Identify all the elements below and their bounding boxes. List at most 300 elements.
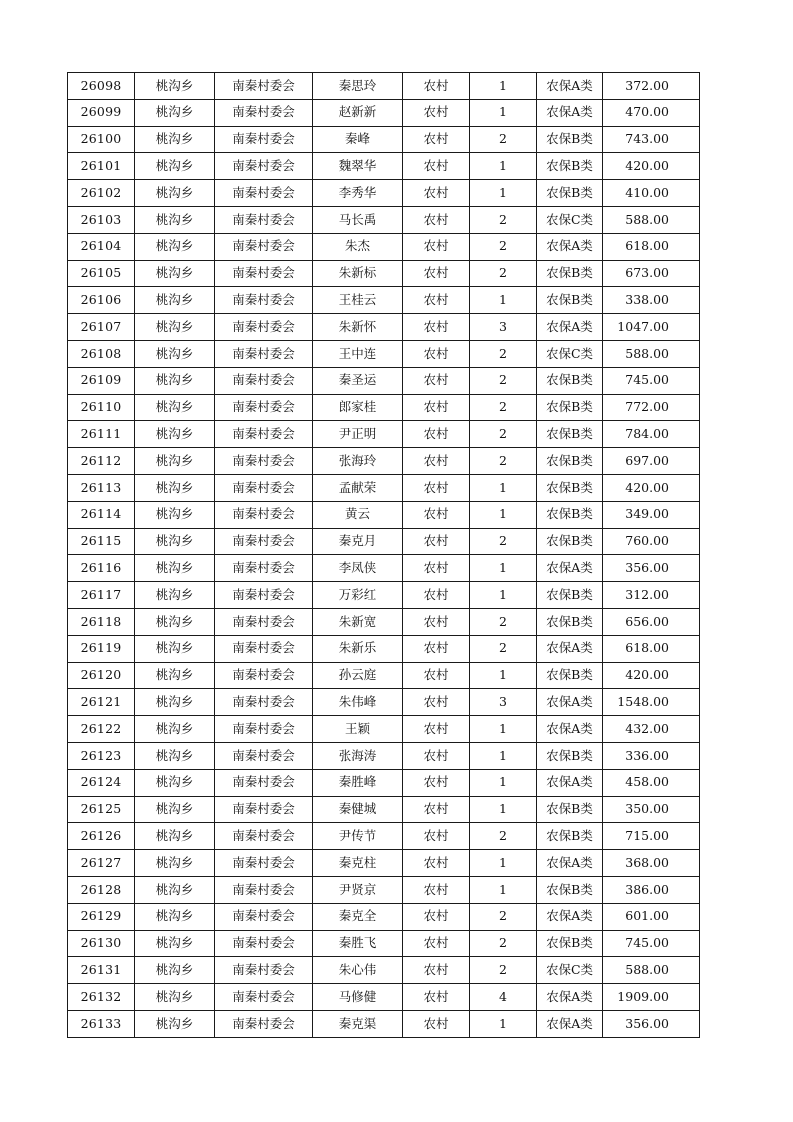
amount-cell: 588.00 xyxy=(603,206,700,233)
record-id-cell: 26105 xyxy=(68,260,135,287)
area-type-cell: 农村 xyxy=(403,528,470,555)
table-row xyxy=(68,957,700,984)
insurance-category-cell: 农保A类 xyxy=(537,689,603,716)
person-name-cell: 秦思玲 xyxy=(313,73,403,100)
household-size-cell: 1 xyxy=(470,876,537,903)
township-cell: 桃沟乡 xyxy=(135,984,215,1011)
village-committee-cell: 南秦村委会 xyxy=(215,1010,313,1037)
township-cell: 桃沟乡 xyxy=(135,394,215,421)
record-id-cell: 26132 xyxy=(68,984,135,1011)
insurance-category-cell: 农保A类 xyxy=(537,233,603,260)
household-size-cell: 2 xyxy=(470,260,537,287)
village-committee-cell: 南秦村委会 xyxy=(215,474,313,501)
table-row xyxy=(68,769,700,796)
amount-cell: 743.00 xyxy=(603,126,700,153)
amount-cell: 470.00 xyxy=(603,99,700,126)
table-row xyxy=(68,1010,700,1037)
record-id-cell: 26111 xyxy=(68,421,135,448)
insurance-category-cell: 农保A类 xyxy=(537,314,603,341)
village-committee-cell: 南秦村委会 xyxy=(215,662,313,689)
record-id-cell: 26101 xyxy=(68,153,135,180)
household-size-cell: 2 xyxy=(470,126,537,153)
person-name-cell: 秦圣运 xyxy=(313,367,403,394)
amount-cell: 1047.00 xyxy=(603,314,700,341)
insurance-category-cell: 农保A类 xyxy=(537,73,603,100)
table-row xyxy=(68,260,700,287)
record-id-cell: 26102 xyxy=(68,180,135,207)
table-row xyxy=(68,206,700,233)
record-id-cell: 26108 xyxy=(68,340,135,367)
township-cell: 桃沟乡 xyxy=(135,501,215,528)
person-name-cell: 朱伟峰 xyxy=(313,689,403,716)
record-id-cell: 26099 xyxy=(68,99,135,126)
amount-cell: 588.00 xyxy=(603,340,700,367)
insurance-category-cell: 农保B类 xyxy=(537,528,603,555)
record-id-cell: 26126 xyxy=(68,823,135,850)
township-cell: 桃沟乡 xyxy=(135,823,215,850)
record-id-cell: 26129 xyxy=(68,903,135,930)
village-committee-cell: 南秦村委会 xyxy=(215,608,313,635)
record-id-cell: 26122 xyxy=(68,716,135,743)
record-id-cell: 26123 xyxy=(68,742,135,769)
village-committee-cell: 南秦村委会 xyxy=(215,528,313,555)
village-committee-cell: 南秦村委会 xyxy=(215,287,313,314)
table-row xyxy=(68,126,700,153)
insurance-category-cell: 农保B类 xyxy=(537,260,603,287)
table-row xyxy=(68,903,700,930)
table-row xyxy=(68,582,700,609)
amount-cell: 458.00 xyxy=(603,769,700,796)
village-committee-cell: 南秦村委会 xyxy=(215,260,313,287)
record-id-cell: 26113 xyxy=(68,474,135,501)
household-size-cell: 1 xyxy=(470,716,537,743)
township-cell: 桃沟乡 xyxy=(135,73,215,100)
village-committee-cell: 南秦村委会 xyxy=(215,769,313,796)
person-name-cell: 王中连 xyxy=(313,340,403,367)
table-row xyxy=(68,314,700,341)
household-size-cell: 2 xyxy=(470,394,537,421)
table-row xyxy=(68,233,700,260)
person-name-cell: 魏翠华 xyxy=(313,153,403,180)
township-cell: 桃沟乡 xyxy=(135,796,215,823)
person-name-cell: 秦胜峰 xyxy=(313,769,403,796)
household-size-cell: 1 xyxy=(470,662,537,689)
record-id-cell: 26127 xyxy=(68,850,135,877)
person-name-cell: 秦胜飞 xyxy=(313,930,403,957)
area-type-cell: 农村 xyxy=(403,474,470,501)
village-committee-cell: 南秦村委会 xyxy=(215,340,313,367)
table-row xyxy=(68,394,700,421)
township-cell: 桃沟乡 xyxy=(135,957,215,984)
township-cell: 桃沟乡 xyxy=(135,421,215,448)
household-size-cell: 2 xyxy=(470,930,537,957)
insurance-category-cell: 农保A类 xyxy=(537,555,603,582)
village-committee-cell: 南秦村委会 xyxy=(215,180,313,207)
township-cell: 桃沟乡 xyxy=(135,260,215,287)
township-cell: 桃沟乡 xyxy=(135,903,215,930)
township-cell: 桃沟乡 xyxy=(135,474,215,501)
area-type-cell: 农村 xyxy=(403,99,470,126)
record-id-cell: 26118 xyxy=(68,608,135,635)
person-name-cell: 秦克全 xyxy=(313,903,403,930)
household-size-cell: 2 xyxy=(470,903,537,930)
amount-cell: 356.00 xyxy=(603,1010,700,1037)
amount-cell: 745.00 xyxy=(603,367,700,394)
amount-cell: 372.00 xyxy=(603,73,700,100)
household-size-cell: 2 xyxy=(470,635,537,662)
insurance-category-cell: 农保B类 xyxy=(537,742,603,769)
village-committee-cell: 南秦村委会 xyxy=(215,903,313,930)
insurance-category-cell: 农保A类 xyxy=(537,716,603,743)
insurance-category-cell: 农保B类 xyxy=(537,287,603,314)
amount-cell: 601.00 xyxy=(603,903,700,930)
table-row xyxy=(68,501,700,528)
area-type-cell: 农村 xyxy=(403,823,470,850)
amount-cell: 338.00 xyxy=(603,287,700,314)
household-size-cell: 2 xyxy=(470,957,537,984)
area-type-cell: 农村 xyxy=(403,260,470,287)
township-cell: 桃沟乡 xyxy=(135,876,215,903)
area-type-cell: 农村 xyxy=(403,984,470,1011)
amount-cell: 760.00 xyxy=(603,528,700,555)
area-type-cell: 农村 xyxy=(403,796,470,823)
amount-cell: 697.00 xyxy=(603,448,700,475)
record-id-cell: 26100 xyxy=(68,126,135,153)
insurance-category-cell: 农保C类 xyxy=(537,957,603,984)
amount-cell: 618.00 xyxy=(603,635,700,662)
insurance-category-cell: 农保B类 xyxy=(537,367,603,394)
amount-cell: 420.00 xyxy=(603,153,700,180)
household-size-cell: 1 xyxy=(470,1010,537,1037)
amount-cell: 350.00 xyxy=(603,796,700,823)
person-name-cell: 孟献荣 xyxy=(313,474,403,501)
table-row xyxy=(68,180,700,207)
amount-cell: 356.00 xyxy=(603,555,700,582)
record-id-cell: 26119 xyxy=(68,635,135,662)
records-table xyxy=(67,72,700,1038)
amount-cell: 656.00 xyxy=(603,608,700,635)
area-type-cell: 农村 xyxy=(403,957,470,984)
person-name-cell: 朱新乐 xyxy=(313,635,403,662)
amount-cell: 386.00 xyxy=(603,876,700,903)
insurance-category-cell: 农保B类 xyxy=(537,180,603,207)
insurance-category-cell: 农保B类 xyxy=(537,930,603,957)
insurance-category-cell: 农保B类 xyxy=(537,474,603,501)
insurance-category-cell: 农保A类 xyxy=(537,99,603,126)
record-id-cell: 26130 xyxy=(68,930,135,957)
village-committee-cell: 南秦村委会 xyxy=(215,850,313,877)
table-row xyxy=(68,742,700,769)
township-cell: 桃沟乡 xyxy=(135,153,215,180)
person-name-cell: 张海涛 xyxy=(313,742,403,769)
amount-cell: 420.00 xyxy=(603,474,700,501)
record-id-cell: 26124 xyxy=(68,769,135,796)
township-cell: 桃沟乡 xyxy=(135,340,215,367)
area-type-cell: 农村 xyxy=(403,903,470,930)
area-type-cell: 农村 xyxy=(403,126,470,153)
village-committee-cell: 南秦村委会 xyxy=(215,555,313,582)
household-size-cell: 3 xyxy=(470,314,537,341)
person-name-cell: 秦克月 xyxy=(313,528,403,555)
insurance-category-cell: 农保B类 xyxy=(537,394,603,421)
area-type-cell: 农村 xyxy=(403,689,470,716)
person-name-cell: 朱新标 xyxy=(313,260,403,287)
village-committee-cell: 南秦村委会 xyxy=(215,233,313,260)
insurance-category-cell: 农保B类 xyxy=(537,796,603,823)
township-cell: 桃沟乡 xyxy=(135,582,215,609)
village-committee-cell: 南秦村委会 xyxy=(215,421,313,448)
insurance-category-cell: 农保A类 xyxy=(537,635,603,662)
insurance-category-cell: 农保B类 xyxy=(537,501,603,528)
area-type-cell: 农村 xyxy=(403,662,470,689)
amount-cell: 784.00 xyxy=(603,421,700,448)
household-size-cell: 1 xyxy=(470,153,537,180)
township-cell: 桃沟乡 xyxy=(135,206,215,233)
person-name-cell: 万彩红 xyxy=(313,582,403,609)
person-name-cell: 朱新宽 xyxy=(313,608,403,635)
insurance-category-cell: 农保A类 xyxy=(537,903,603,930)
insurance-category-cell: 农保A类 xyxy=(537,984,603,1011)
insurance-category-cell: 农保A类 xyxy=(537,1010,603,1037)
village-committee-cell: 南秦村委会 xyxy=(215,716,313,743)
household-size-cell: 2 xyxy=(470,340,537,367)
table-row xyxy=(68,287,700,314)
household-size-cell: 2 xyxy=(470,823,537,850)
insurance-category-cell: 农保A类 xyxy=(537,769,603,796)
table-row xyxy=(68,796,700,823)
record-id-cell: 26115 xyxy=(68,528,135,555)
village-committee-cell: 南秦村委会 xyxy=(215,501,313,528)
household-size-cell: 4 xyxy=(470,984,537,1011)
area-type-cell: 农村 xyxy=(403,233,470,260)
record-id-cell: 26104 xyxy=(68,233,135,260)
insurance-category-cell: 农保B类 xyxy=(537,582,603,609)
person-name-cell: 秦克渠 xyxy=(313,1010,403,1037)
amount-cell: 349.00 xyxy=(603,501,700,528)
household-size-cell: 1 xyxy=(470,769,537,796)
record-id-cell: 26120 xyxy=(68,662,135,689)
household-size-cell: 2 xyxy=(470,367,537,394)
area-type-cell: 农村 xyxy=(403,73,470,100)
area-type-cell: 农村 xyxy=(403,206,470,233)
record-id-cell: 26128 xyxy=(68,876,135,903)
amount-cell: 410.00 xyxy=(603,180,700,207)
household-size-cell: 2 xyxy=(470,233,537,260)
area-type-cell: 农村 xyxy=(403,1010,470,1037)
record-id-cell: 26110 xyxy=(68,394,135,421)
amount-cell: 1548.00 xyxy=(603,689,700,716)
household-size-cell: 1 xyxy=(470,287,537,314)
table-row xyxy=(68,153,700,180)
household-size-cell: 2 xyxy=(470,421,537,448)
amount-cell: 432.00 xyxy=(603,716,700,743)
area-type-cell: 农村 xyxy=(403,635,470,662)
area-type-cell: 农村 xyxy=(403,876,470,903)
township-cell: 桃沟乡 xyxy=(135,448,215,475)
table-row xyxy=(68,850,700,877)
record-id-cell: 26098 xyxy=(68,73,135,100)
household-size-cell: 1 xyxy=(470,582,537,609)
township-cell: 桃沟乡 xyxy=(135,367,215,394)
person-name-cell: 秦克柱 xyxy=(313,850,403,877)
township-cell: 桃沟乡 xyxy=(135,1010,215,1037)
village-committee-cell: 南秦村委会 xyxy=(215,796,313,823)
person-name-cell: 尹贤京 xyxy=(313,876,403,903)
area-type-cell: 农村 xyxy=(403,448,470,475)
person-name-cell: 赵新新 xyxy=(313,99,403,126)
household-size-cell: 1 xyxy=(470,555,537,582)
insurance-category-cell: 农保B类 xyxy=(537,662,603,689)
insurance-category-cell: 农保B类 xyxy=(537,448,603,475)
area-type-cell: 农村 xyxy=(403,314,470,341)
amount-cell: 420.00 xyxy=(603,662,700,689)
area-type-cell: 农村 xyxy=(403,367,470,394)
record-id-cell: 26112 xyxy=(68,448,135,475)
amount-cell: 312.00 xyxy=(603,582,700,609)
record-id-cell: 26121 xyxy=(68,689,135,716)
person-name-cell: 尹正明 xyxy=(313,421,403,448)
household-size-cell: 1 xyxy=(470,474,537,501)
table-body xyxy=(68,73,700,1038)
village-committee-cell: 南秦村委会 xyxy=(215,126,313,153)
record-id-cell: 26106 xyxy=(68,287,135,314)
amount-cell: 772.00 xyxy=(603,394,700,421)
township-cell: 桃沟乡 xyxy=(135,930,215,957)
person-name-cell: 黄云 xyxy=(313,501,403,528)
table-row xyxy=(68,689,700,716)
table-row xyxy=(68,930,700,957)
table-row xyxy=(68,421,700,448)
household-size-cell: 1 xyxy=(470,501,537,528)
household-size-cell: 1 xyxy=(470,180,537,207)
amount-cell: 336.00 xyxy=(603,742,700,769)
village-committee-cell: 南秦村委会 xyxy=(215,99,313,126)
area-type-cell: 农村 xyxy=(403,930,470,957)
person-name-cell: 郎家桂 xyxy=(313,394,403,421)
township-cell: 桃沟乡 xyxy=(135,126,215,153)
village-committee-cell: 南秦村委会 xyxy=(215,823,313,850)
village-committee-cell: 南秦村委会 xyxy=(215,957,313,984)
township-cell: 桃沟乡 xyxy=(135,555,215,582)
amount-cell: 715.00 xyxy=(603,823,700,850)
insurance-category-cell: 农保C类 xyxy=(537,340,603,367)
household-size-cell: 2 xyxy=(470,448,537,475)
amount-cell: 588.00 xyxy=(603,957,700,984)
township-cell: 桃沟乡 xyxy=(135,99,215,126)
village-committee-cell: 南秦村委会 xyxy=(215,689,313,716)
village-committee-cell: 南秦村委会 xyxy=(215,206,313,233)
household-size-cell: 2 xyxy=(470,528,537,555)
table-row xyxy=(68,662,700,689)
household-size-cell: 1 xyxy=(470,99,537,126)
township-cell: 桃沟乡 xyxy=(135,608,215,635)
township-cell: 桃沟乡 xyxy=(135,742,215,769)
household-size-cell: 3 xyxy=(470,689,537,716)
person-name-cell: 朱心伟 xyxy=(313,957,403,984)
insurance-category-cell: 农保C类 xyxy=(537,206,603,233)
village-committee-cell: 南秦村委会 xyxy=(215,448,313,475)
amount-cell: 1909.00 xyxy=(603,984,700,1011)
person-name-cell: 张海玲 xyxy=(313,448,403,475)
household-size-cell: 1 xyxy=(470,742,537,769)
record-id-cell: 26125 xyxy=(68,796,135,823)
table-row xyxy=(68,528,700,555)
insurance-category-cell: 农保B类 xyxy=(537,608,603,635)
record-id-cell: 26114 xyxy=(68,501,135,528)
table-row xyxy=(68,984,700,1011)
person-name-cell: 李秀华 xyxy=(313,180,403,207)
insurance-category-cell: 农保B类 xyxy=(537,126,603,153)
village-committee-cell: 南秦村委会 xyxy=(215,876,313,903)
village-committee-cell: 南秦村委会 xyxy=(215,635,313,662)
area-type-cell: 农村 xyxy=(403,340,470,367)
person-name-cell: 马修健 xyxy=(313,984,403,1011)
record-id-cell: 26103 xyxy=(68,206,135,233)
person-name-cell: 王桂云 xyxy=(313,287,403,314)
person-name-cell: 李凤侠 xyxy=(313,555,403,582)
person-name-cell: 朱杰 xyxy=(313,233,403,260)
table-row xyxy=(68,635,700,662)
table-row xyxy=(68,340,700,367)
person-name-cell: 王颖 xyxy=(313,716,403,743)
household-size-cell: 2 xyxy=(470,608,537,635)
person-name-cell: 尹传节 xyxy=(313,823,403,850)
area-type-cell: 农村 xyxy=(403,716,470,743)
village-committee-cell: 南秦村委会 xyxy=(215,314,313,341)
village-committee-cell: 南秦村委会 xyxy=(215,984,313,1011)
amount-cell: 745.00 xyxy=(603,930,700,957)
person-name-cell: 朱新怀 xyxy=(313,314,403,341)
record-id-cell: 26109 xyxy=(68,367,135,394)
area-type-cell: 农村 xyxy=(403,394,470,421)
table-row xyxy=(68,555,700,582)
record-id-cell: 26107 xyxy=(68,314,135,341)
area-type-cell: 农村 xyxy=(403,582,470,609)
household-size-cell: 1 xyxy=(470,796,537,823)
table-row xyxy=(68,367,700,394)
table-row xyxy=(68,716,700,743)
table-row xyxy=(68,823,700,850)
insurance-category-cell: 农保A类 xyxy=(537,850,603,877)
household-size-cell: 1 xyxy=(470,850,537,877)
area-type-cell: 农村 xyxy=(403,769,470,796)
insurance-category-cell: 农保B类 xyxy=(537,876,603,903)
village-committee-cell: 南秦村委会 xyxy=(215,153,313,180)
record-id-cell: 26116 xyxy=(68,555,135,582)
amount-cell: 673.00 xyxy=(603,260,700,287)
person-name-cell: 秦健城 xyxy=(313,796,403,823)
table-row xyxy=(68,876,700,903)
table-row xyxy=(68,73,700,100)
table-row xyxy=(68,474,700,501)
person-name-cell: 马长禹 xyxy=(313,206,403,233)
amount-cell: 368.00 xyxy=(603,850,700,877)
township-cell: 桃沟乡 xyxy=(135,314,215,341)
household-size-cell: 1 xyxy=(470,73,537,100)
record-id-cell: 26133 xyxy=(68,1010,135,1037)
township-cell: 桃沟乡 xyxy=(135,180,215,207)
village-committee-cell: 南秦村委会 xyxy=(215,394,313,421)
village-committee-cell: 南秦村委会 xyxy=(215,742,313,769)
area-type-cell: 农村 xyxy=(403,421,470,448)
area-type-cell: 农村 xyxy=(403,287,470,314)
area-type-cell: 农村 xyxy=(403,180,470,207)
township-cell: 桃沟乡 xyxy=(135,689,215,716)
township-cell: 桃沟乡 xyxy=(135,769,215,796)
table-row xyxy=(68,99,700,126)
record-id-cell: 26131 xyxy=(68,957,135,984)
township-cell: 桃沟乡 xyxy=(135,233,215,260)
